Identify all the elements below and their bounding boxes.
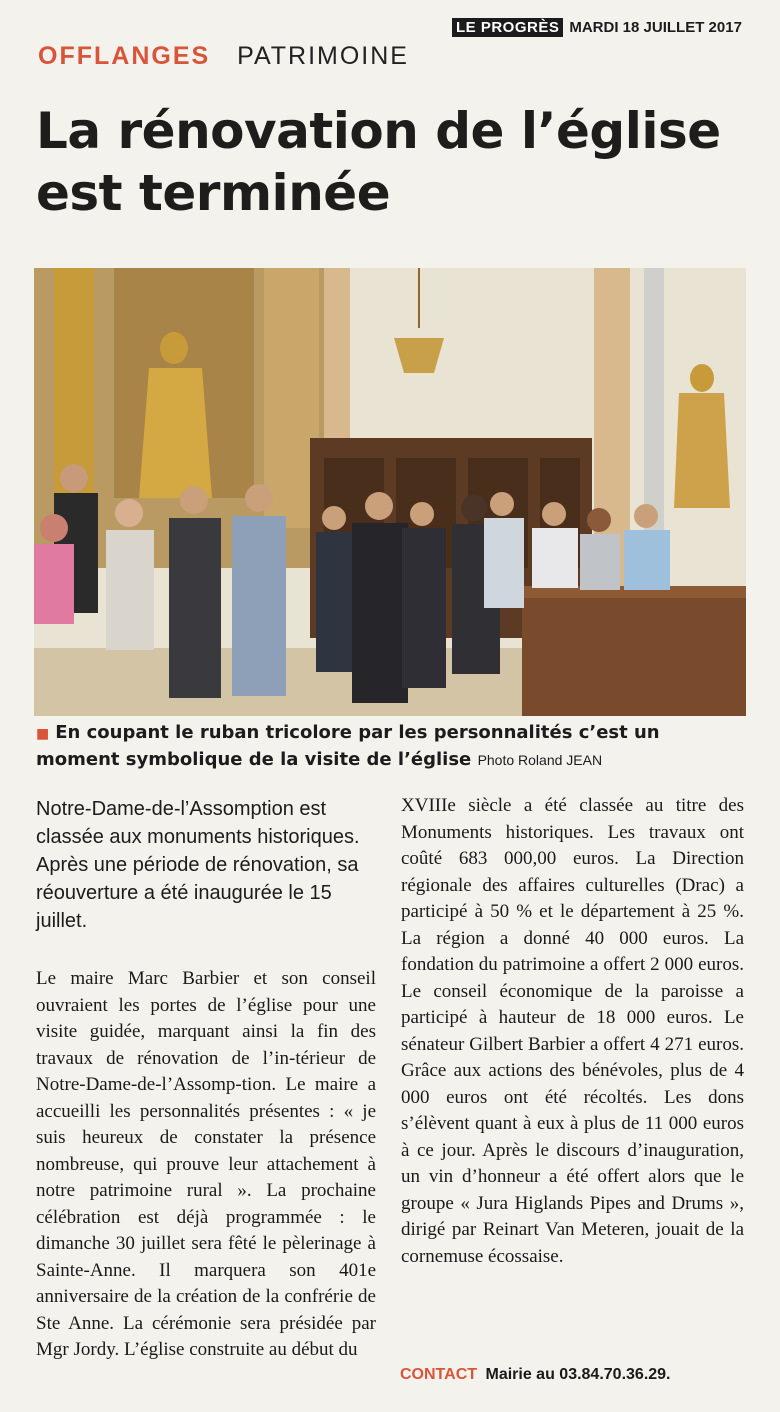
- contact-label: CONTACT: [400, 1366, 478, 1383]
- article-lead: Notre-Dame-de-l’Assomption est classée aux monuments historiques. Après une période de rénovation, sa réouverture a été inaugurée le 15 juillet.: [36, 798, 360, 932]
- body-column-left: Le maire Marc Barbier et son conseil ouvraient les portes de l’église pour une visite guidée, marquant ainsi la fin des travaux de rénovation de l’in-térieur de Notre-Dame-de-l’Assomp-tion. Le maire a accueilli les personnalités présentes : « je suis heureux de constater la présence nombreuse, qui prouve leur attachement à notre patrimoine rural ». La prochaine célébration est déjà programmée : le dimanche 30 juillet sera fêté le pèlerinage à Sainte-Anne. Il marquera son 401e anniversaire de la création de la confrérie de Ste Anne. La cérémonie sera présidée par Mgr Jordy. L’église construite au début du: [36, 968, 376, 1360]
- contact-line: [400, 1366, 671, 1384]
- masthead: [452, 16, 742, 38]
- kicker-section: PATRIMOINE: [237, 42, 409, 70]
- headline: La rénovation de l’église est terminée: [36, 102, 721, 222]
- newspaper-logo: LE PROGRÈS: [452, 18, 563, 37]
- church-interior-photo: [34, 268, 746, 716]
- article-photo: [34, 268, 746, 716]
- photo-credit: Photo Roland JEAN: [477, 752, 603, 768]
- issue-date: MARDI 18 JUILLET 2017: [569, 18, 742, 36]
- kicker-town: OFFLANGES: [38, 42, 211, 70]
- body-column-right: XVIIIe siècle a été classée au titre des Monuments historiques. Les travaux ont coûté 683 000,00 euros. La Direction régionale des affaires culturelles (Drac) a participé à 50 % et le département à 25 %. La région a donné 40 000 euros. La fondation du patrimoine a offert 2 000 euros. Le conseil économique de la paroisse a participé à hauteur de 18 000 euros. Le sénateur Gilbert Barbier a offert 4 271 euros. Grâce aux actions des bénévoles, plus de 4 000 euros ont été récoltés. Les dons s’élèvent quant à eux à plus de 11 000 euros à ce jour. Après le discours d’inauguration, un vin d’honneur a été offert alors que le groupe « Jura Higlands Pipes and Drums », dirigé par Reinart Van Meteren, jouait de la cornemuse écossaise.: [401, 795, 744, 1267]
- contact-text: Mairie au 03.84.70.36.29.: [485, 1366, 671, 1383]
- caption-marker-icon: ■: [36, 726, 50, 742]
- photo-caption: [36, 720, 748, 773]
- kicker: [38, 42, 409, 71]
- caption-text: En coupant le ruban tricolore par les personnalités c’est un moment symbolique de la visite de l’église: [36, 722, 660, 770]
